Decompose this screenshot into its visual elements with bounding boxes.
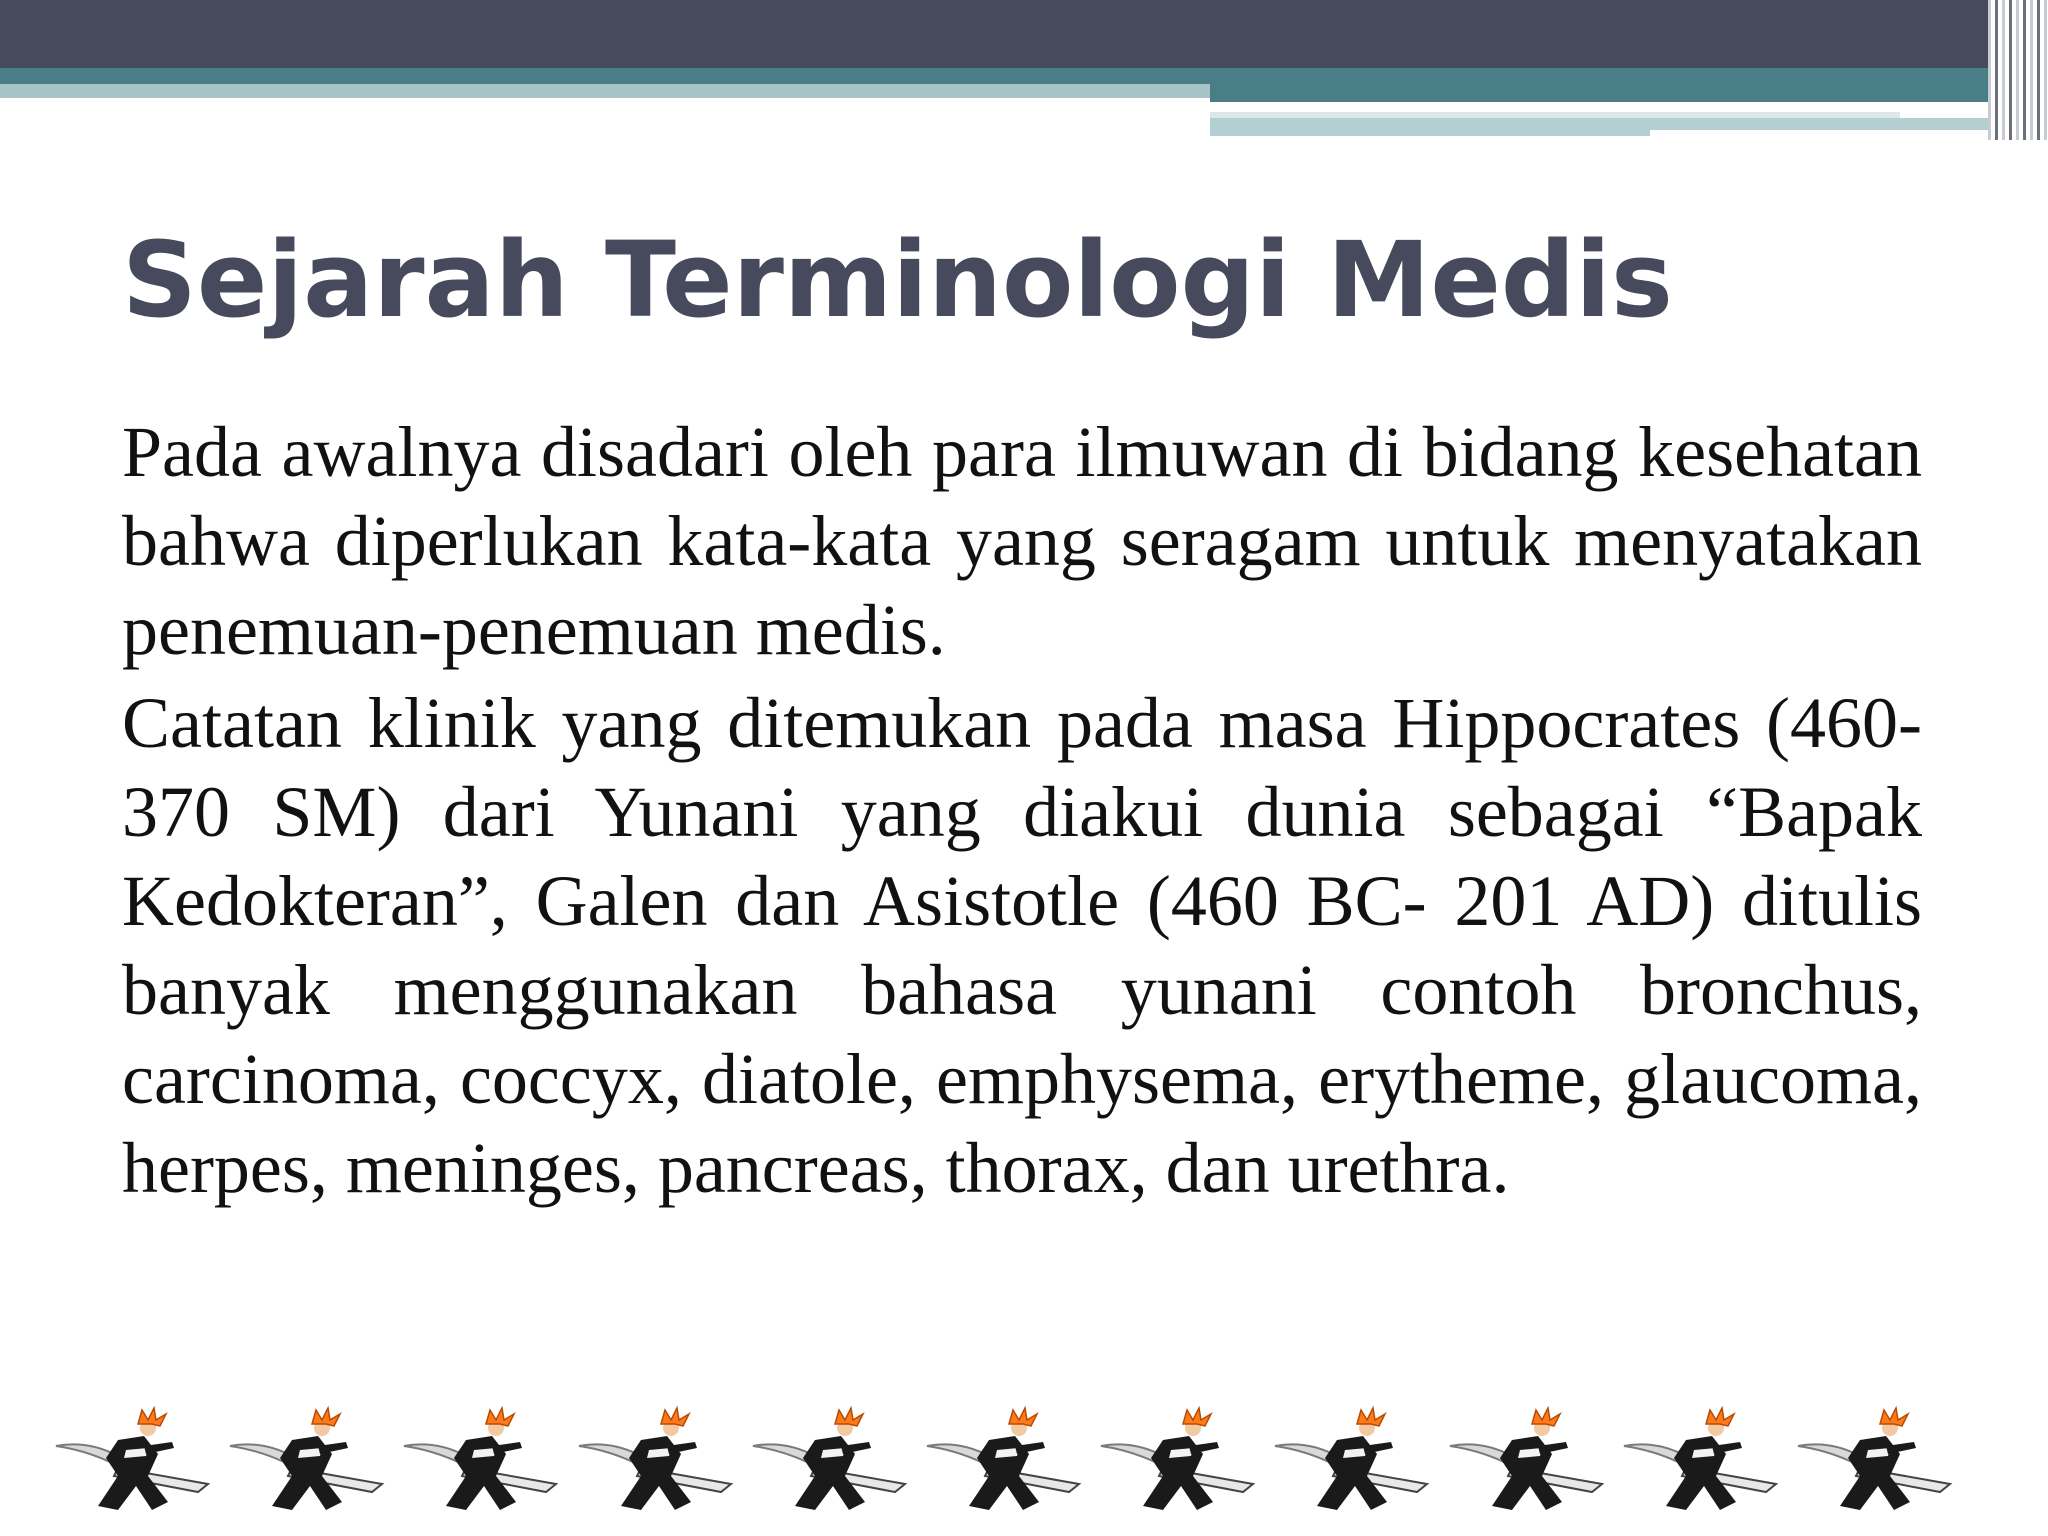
- footer-sprite-strip: [48, 1406, 1960, 1518]
- anime-warrior-sprite-icon: [745, 1406, 915, 1518]
- anime-warrior-sprite-icon: [1267, 1406, 1437, 1518]
- header-corner-stripes: [1988, 0, 2048, 140]
- anime-warrior-sprite-icon: [1790, 1406, 1960, 1518]
- slide-title: Sejarah Terminologi Medis: [122, 219, 1673, 341]
- anime-warrior-sprite-icon: [48, 1406, 218, 1518]
- body-paragraph-2: Catatan klinik yang ditemukan pada masa Hippocrates (460-370 SM) dari Yunani yang diakui dunia sebagai “Bapak Kedokteran”, Galen dan Asistotle (460 BC- 201 AD) ditulis banyak menggunakan bahasa yunani contoh bronchus, carcinoma, coccyx, diatole, emphysema, erytheme, glaucoma, herpes, meninges, pancreas, thorax, dan urethra.: [122, 683, 1922, 1208]
- anime-warrior-sprite-icon: [1442, 1406, 1612, 1518]
- header-step-gap: [1210, 102, 2048, 112]
- anime-warrior-sprite-icon: [1616, 1406, 1786, 1518]
- header-dark-bar: [0, 0, 2048, 68]
- header-teal-bar: [0, 68, 2048, 84]
- anime-warrior-sprite-icon: [571, 1406, 741, 1518]
- slide-body: [122, 408, 1922, 1217]
- body-paragraph-1: Pada awalnya disadari oleh para ilmuwan di bidang kesehatan bahwa diperlukan kata-kata yang seragam untuk menyatakan penemuan-penemuan medis.: [122, 412, 1922, 670]
- anime-warrior-sprite-icon: [396, 1406, 566, 1518]
- header-step-top: [1210, 84, 2048, 102]
- anime-warrior-sprite-icon: [1093, 1406, 1263, 1518]
- anime-warrior-sprite-icon: [222, 1406, 392, 1518]
- header-light-bar: [0, 84, 1210, 98]
- anime-warrior-sprite-icon: [919, 1406, 1089, 1518]
